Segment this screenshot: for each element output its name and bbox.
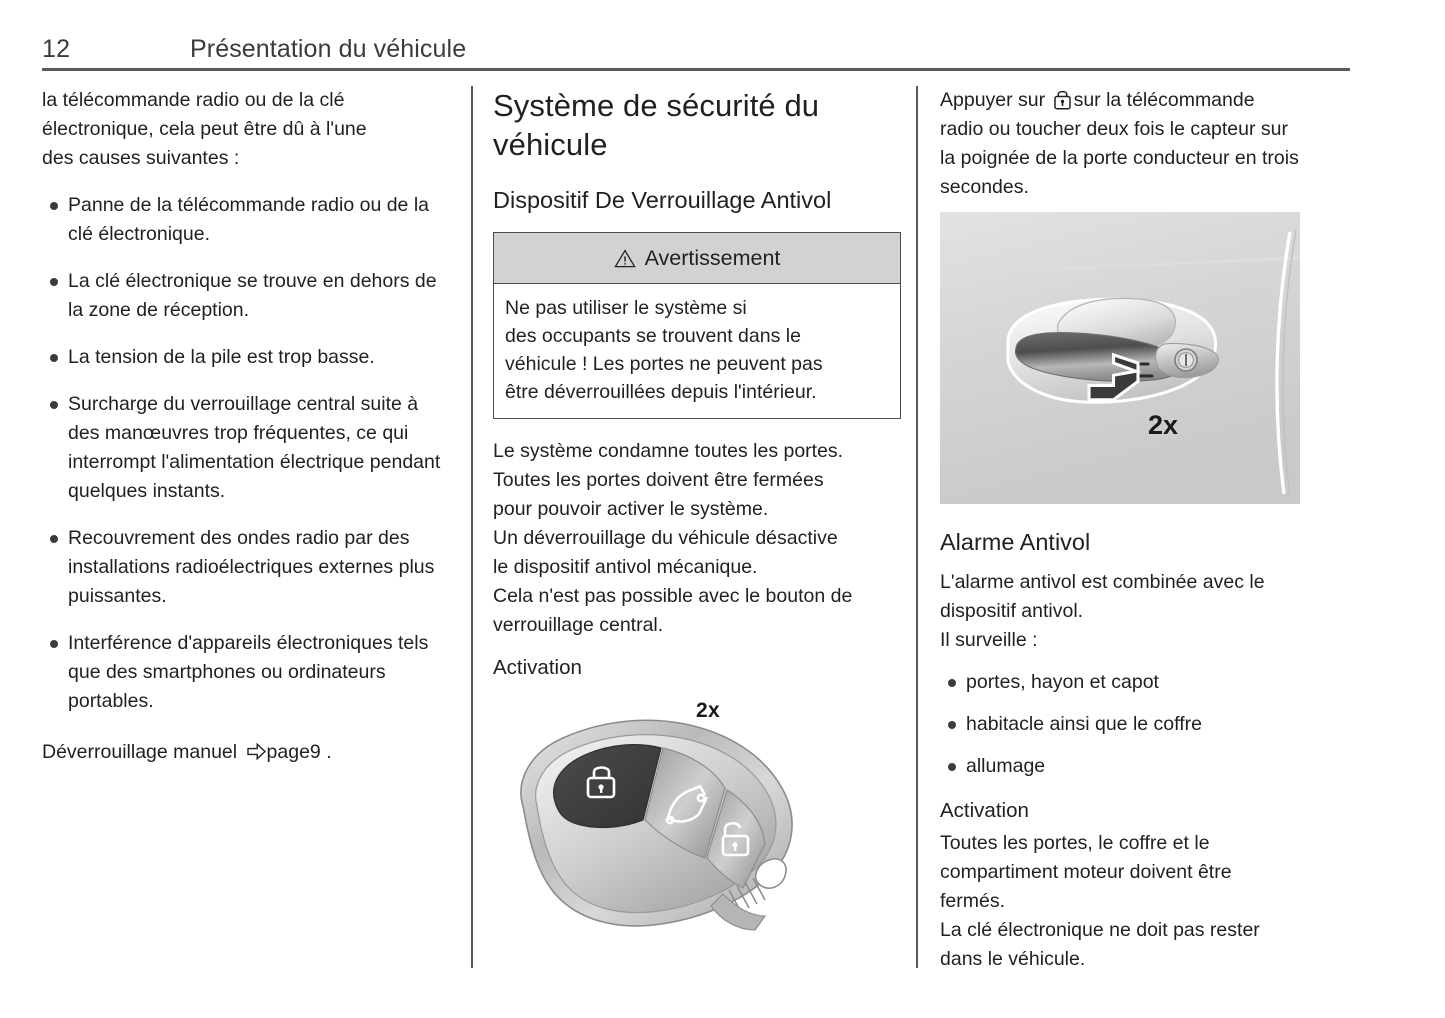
warning-box-body xyxy=(494,284,900,418)
padlock-closed-icon xyxy=(1054,89,1071,110)
warning-line-1: Ne pas utiliser le système si xyxy=(505,297,747,319)
alarm-line-2: dispositif antivol. xyxy=(940,600,1084,622)
warning-line-4: être déverrouillées depuis l'intérieur. xyxy=(505,381,817,403)
instruction-after-icon-3: la poignée de la porte conducteur en trois xyxy=(940,147,1299,169)
list-item-label: allumage xyxy=(966,755,1046,777)
section-subheading: Dispositif De Verrouillage Antivol xyxy=(493,187,832,213)
press-lock-instruction xyxy=(940,86,1350,202)
door-handle-2x-label: 2x xyxy=(1148,410,1179,440)
cross-reference-suffix: . xyxy=(326,741,332,763)
intro-line-3: des causes suivantes : xyxy=(42,147,240,169)
body-line-6: Cela n'est pas possible avec le bouton de xyxy=(493,585,853,607)
activation-body-paragraph xyxy=(940,829,1350,974)
page-header xyxy=(42,34,1350,70)
activation-line-2: compartiment moteur doivent être xyxy=(940,861,1232,883)
instruction-after-icon-2: radio ou toucher deux fois le capteur sur xyxy=(940,118,1288,140)
list-item-label: portes, hayon et capot xyxy=(966,671,1159,693)
cross-reference-target[interactable]: page9 xyxy=(266,741,321,763)
activation-line-3: fermés. xyxy=(940,890,1006,912)
key-fob-illustration xyxy=(493,694,901,962)
rightwards-arrow-icon-svg xyxy=(247,743,266,760)
alarm-heading: Alarme Antivol xyxy=(940,529,1091,555)
alarm-line-1: L'alarme antivol est combinée avec le xyxy=(940,571,1265,593)
warning-box xyxy=(493,232,901,419)
list-item-label: La tension de la pile est trop basse. xyxy=(68,346,375,368)
body-line-4: Un déverrouillage du véhicule désactive xyxy=(493,527,838,549)
activation-line-5: dans le véhicule. xyxy=(940,948,1086,970)
body-line-7: verrouillage central. xyxy=(493,614,664,636)
warning-triangle-icon xyxy=(614,249,636,268)
column-divider-2 xyxy=(916,86,918,968)
alarm-line-3: Il surveille : xyxy=(940,629,1038,651)
key-fob-2x-label: 2x xyxy=(696,699,720,722)
alarm-monitor-list xyxy=(940,668,1350,781)
column-3 xyxy=(940,86,1350,974)
body-line-2: Toutes les portes doivent être fermées xyxy=(493,469,824,491)
header-rule-divider xyxy=(42,68,1350,71)
body-line-3: pour pouvoir activer le système. xyxy=(493,498,769,520)
list-item xyxy=(42,267,450,325)
column-1 xyxy=(42,86,450,769)
list-item-label: habitacle ainsi que le coffre xyxy=(966,713,1202,735)
page-title: Présentation du véhicule xyxy=(190,35,467,63)
list-item xyxy=(42,629,450,716)
activation-heading: Activation xyxy=(493,656,582,679)
instruction-before-icon: Appuyer sur xyxy=(940,89,1046,111)
list-item-label: La clé électronique se trouve en dehors de la zone de réception. xyxy=(68,270,437,321)
section-heading: Système de sécurité du véhicule xyxy=(493,88,820,162)
body-line-1: Le système condamne toutes les portes. xyxy=(493,440,844,462)
door-handle-figure-svg xyxy=(940,212,1300,504)
instruction-after-icon-1: sur la télécommande xyxy=(1073,89,1255,111)
list-item xyxy=(940,668,1350,697)
list-item xyxy=(940,710,1350,739)
page-number: 12 xyxy=(42,35,71,63)
list-item xyxy=(940,752,1350,781)
list-item-label: Interférence d'appareils électroniques tels que des smartphones ou ordinateurs portables. xyxy=(68,632,429,712)
cross-reference-label: Déverrouillage manuel xyxy=(42,741,238,763)
list-item-label: Recouvrement des ondes radio par des installations radioélectriques externes plus puissantes. xyxy=(68,527,435,607)
list-item-label: Panne de la télécommande radio ou de la clé électronique. xyxy=(68,194,429,245)
instruction-after-icon-4: secondes. xyxy=(940,176,1029,198)
list-item xyxy=(42,343,450,372)
activation-line-4: La clé électronique ne doit pas rester xyxy=(940,919,1260,941)
warning-line-2: des occupants se trouvent dans le xyxy=(505,325,801,347)
column-divider-1 xyxy=(471,86,473,968)
door-handle-illustration xyxy=(940,212,1300,504)
column-2 xyxy=(493,86,901,972)
alarm-body-paragraph xyxy=(940,568,1350,655)
list-item-label: Surcharge du verrouillage central suite à des manœuvres trop fréquentes, ce qui interrompt l'alimentation électrique pendant quelques instants. xyxy=(68,393,441,502)
key-fob-figure-svg xyxy=(493,694,901,962)
key-cylinder-slot xyxy=(1185,354,1187,366)
warning-line-3: véhicule ! Les portes ne peuvent pas xyxy=(505,353,823,375)
warning-box-title: Avertissement xyxy=(644,246,781,270)
intro-line-1: la télécommande radio ou de la clé xyxy=(42,89,345,111)
padlock-closed-icon-svg xyxy=(1054,89,1071,110)
antivol-body-paragraph xyxy=(493,437,901,640)
activation-heading-alarm: Activation xyxy=(940,799,1029,822)
intro-paragraph xyxy=(42,86,450,173)
activation-line-1: Toutes les portes, le coffre et le xyxy=(940,832,1210,854)
cross-reference[interactable] xyxy=(42,738,450,769)
list-item xyxy=(42,524,450,611)
warning-box-header xyxy=(494,233,900,284)
list-item xyxy=(42,191,450,249)
causes-list xyxy=(42,191,450,716)
list-item xyxy=(42,390,450,506)
intro-line-2: électronique, cela peut être dû à l'une xyxy=(42,118,367,140)
warning-text xyxy=(505,294,889,406)
body-line-5: le dispositif antivol mécanique. xyxy=(493,556,758,578)
rightwards-arrow-icon xyxy=(247,740,266,769)
